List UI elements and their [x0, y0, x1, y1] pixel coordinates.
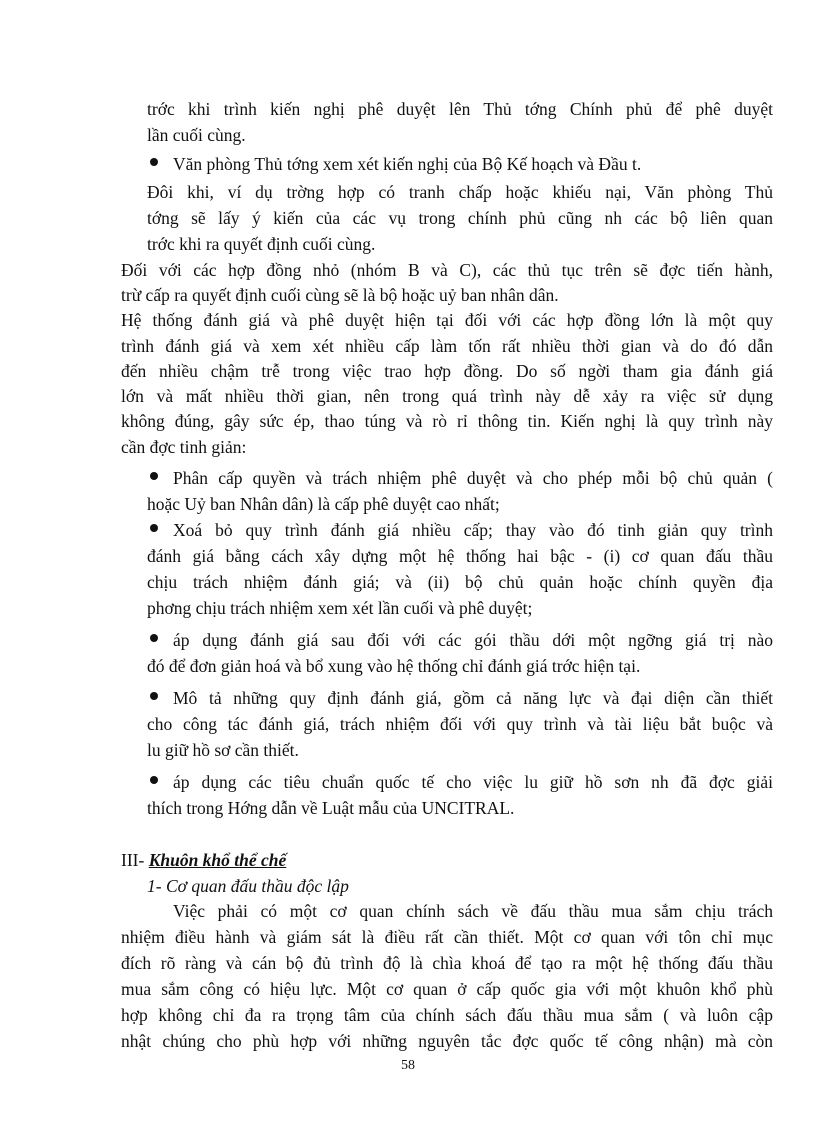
bullet-icon — [150, 158, 158, 166]
section-numeral: III- — [121, 850, 145, 870]
paragraph-line: Hệ thống đánh giá và phê duyệt hiện tại đối với các hợp đồng lớn là một quy — [121, 310, 773, 330]
paragraph-line: đó để đơn giản hoá và bổ xung vào hệ thống chỉ đánh giá trớc hiện tại. — [147, 656, 641, 676]
paragraph-line: áp dụng các tiêu chuẩn quốc tế cho việc lu giữ hồ sơn nh đã đợc giải — [173, 772, 773, 792]
paragraph-line: nhật chúng cho phù hợp với những nguyên tắc đợc quốc tế công nhận) mà còn — [121, 1031, 773, 1051]
paragraph-line: thích trong Hớng dẫn về Luật mẫu của UNCITRAL. — [147, 798, 515, 818]
bullet-icon — [150, 634, 158, 642]
paragraph-line: cho công tác đánh giá, trách nhiệm đối với quy trình và tài liệu bắt buộc và — [147, 714, 773, 734]
paragraph-line: tớng sẽ lấy ý kiến của các vụ trong chính phủ cũng nh các bộ liên quan — [147, 208, 773, 228]
paragraph-line: trớc khi ra quyết định cuối cùng. — [147, 234, 376, 254]
paragraph-line: Mô tả những quy định đánh giá, gồm cả năng lực và đại diện cần thiết — [173, 688, 773, 708]
paragraph-line: không đúng, gây sức ép, thao túng và rò rỉ thông tin. Kiến nghị là quy trình này — [121, 411, 773, 431]
paragraph-line: Đối với các hợp đồng nhỏ (nhóm B và C), các thủ tục trên sẽ đợc tiến hành, — [121, 260, 773, 280]
paragraph-line: Phân cấp quyền và trách nhiệm phê duyệt và cho phép mỗi bộ chủ quản ( — [173, 468, 773, 488]
paragraph-line: đến nhiều chậm trễ trong việc trao hợp đồng. Do số ngời tham gia đánh giá — [121, 361, 773, 381]
paragraph-line: mua sắm công có hiệu lực. Một cơ quan ở cấp quốc gia với một khuôn khổ phù — [121, 979, 773, 999]
paragraph-line: hoặc Uỷ ban Nhân dân) là cấp phê duyệt cao nhất; — [147, 494, 500, 514]
paragraph-line: trình đánh giá và xem xét nhiều cấp làm tốn rất nhiều thời gian và do đó dẫn — [121, 336, 773, 356]
paragraph-line: trừ cấp ra quyết định cuối cùng sẽ là bộ hoặc uỷ ban nhân dân. — [121, 285, 559, 305]
paragraph-line: Đôi khi, ví dụ trờng hợp có tranh chấp hoặc khiếu nại, Văn phòng Thủ — [147, 182, 773, 202]
bullet-icon — [150, 776, 158, 784]
paragraph-line: lu giữ hồ sơ cần thiết. — [147, 740, 299, 760]
paragraph-line: áp dụng đánh giá sau đối với các gói thầu dới một ngỡng giá trị nào — [173, 630, 773, 650]
bullet-icon — [150, 692, 158, 700]
paragraph-line: phơng chịu trách nhiệm xem xét lần cuối và phê duyệt; — [147, 598, 533, 618]
paragraph-line: Việc phải có một cơ quan chính sách về đấu thầu mua sắm chịu trách — [173, 901, 773, 921]
paragraph-line: trớc khi trình kiến nghị phê duyệt lên Thủ tớng Chính phủ để phê duyệt — [147, 99, 773, 119]
subsection-title: 1- Cơ quan đấu thầu độc lập — [147, 876, 349, 896]
paragraph-line: Xoá bỏ quy trình đánh giá nhiều cấp; thay vào đó tinh giản quy trình — [173, 520, 773, 540]
paragraph-line: chịu trách nhiệm đánh giá; và (ii) bộ chủ quản hoặc chính quyền địa — [147, 572, 773, 592]
section-title: Khuôn khổ thể chế — [148, 850, 287, 870]
paragraph-line: lần cuối cùng. — [147, 125, 246, 145]
page-number: 58 — [401, 1058, 415, 1073]
paragraph-line: cần đợc tinh giản: — [121, 437, 247, 457]
paragraph-line: lớn và mất nhiều thời gian, nên trong quá trình này dễ xảy ra việc sử dụng — [121, 386, 773, 406]
bullet-icon — [150, 472, 158, 480]
paragraph-line: hợp không chỉ đa ra trọng tâm của chính sách đấu thầu mua sắm ( và luôn cập — [121, 1005, 773, 1025]
paragraph-line: đánh giá bằng cách xây dựng một hệ thống hai bậc - (i) cơ quan đấu thầu — [147, 546, 773, 566]
paragraph-line: đích rõ ràng và cán bộ đủ trình độ là chìa khoá để tạo ra một hệ thống đấu thầu — [121, 953, 773, 973]
bullet-icon — [150, 524, 158, 532]
paragraph-line: Văn phòng Thủ tớng xem xét kiến nghị của Bộ Kế hoạch và Đầu t. — [173, 154, 642, 174]
paragraph-line: nhiệm điều hành và giám sát là điều rất cần thiết. Một cơ quan với tôn chỉ mục — [121, 927, 773, 947]
section-heading — [121, 849, 286, 871]
